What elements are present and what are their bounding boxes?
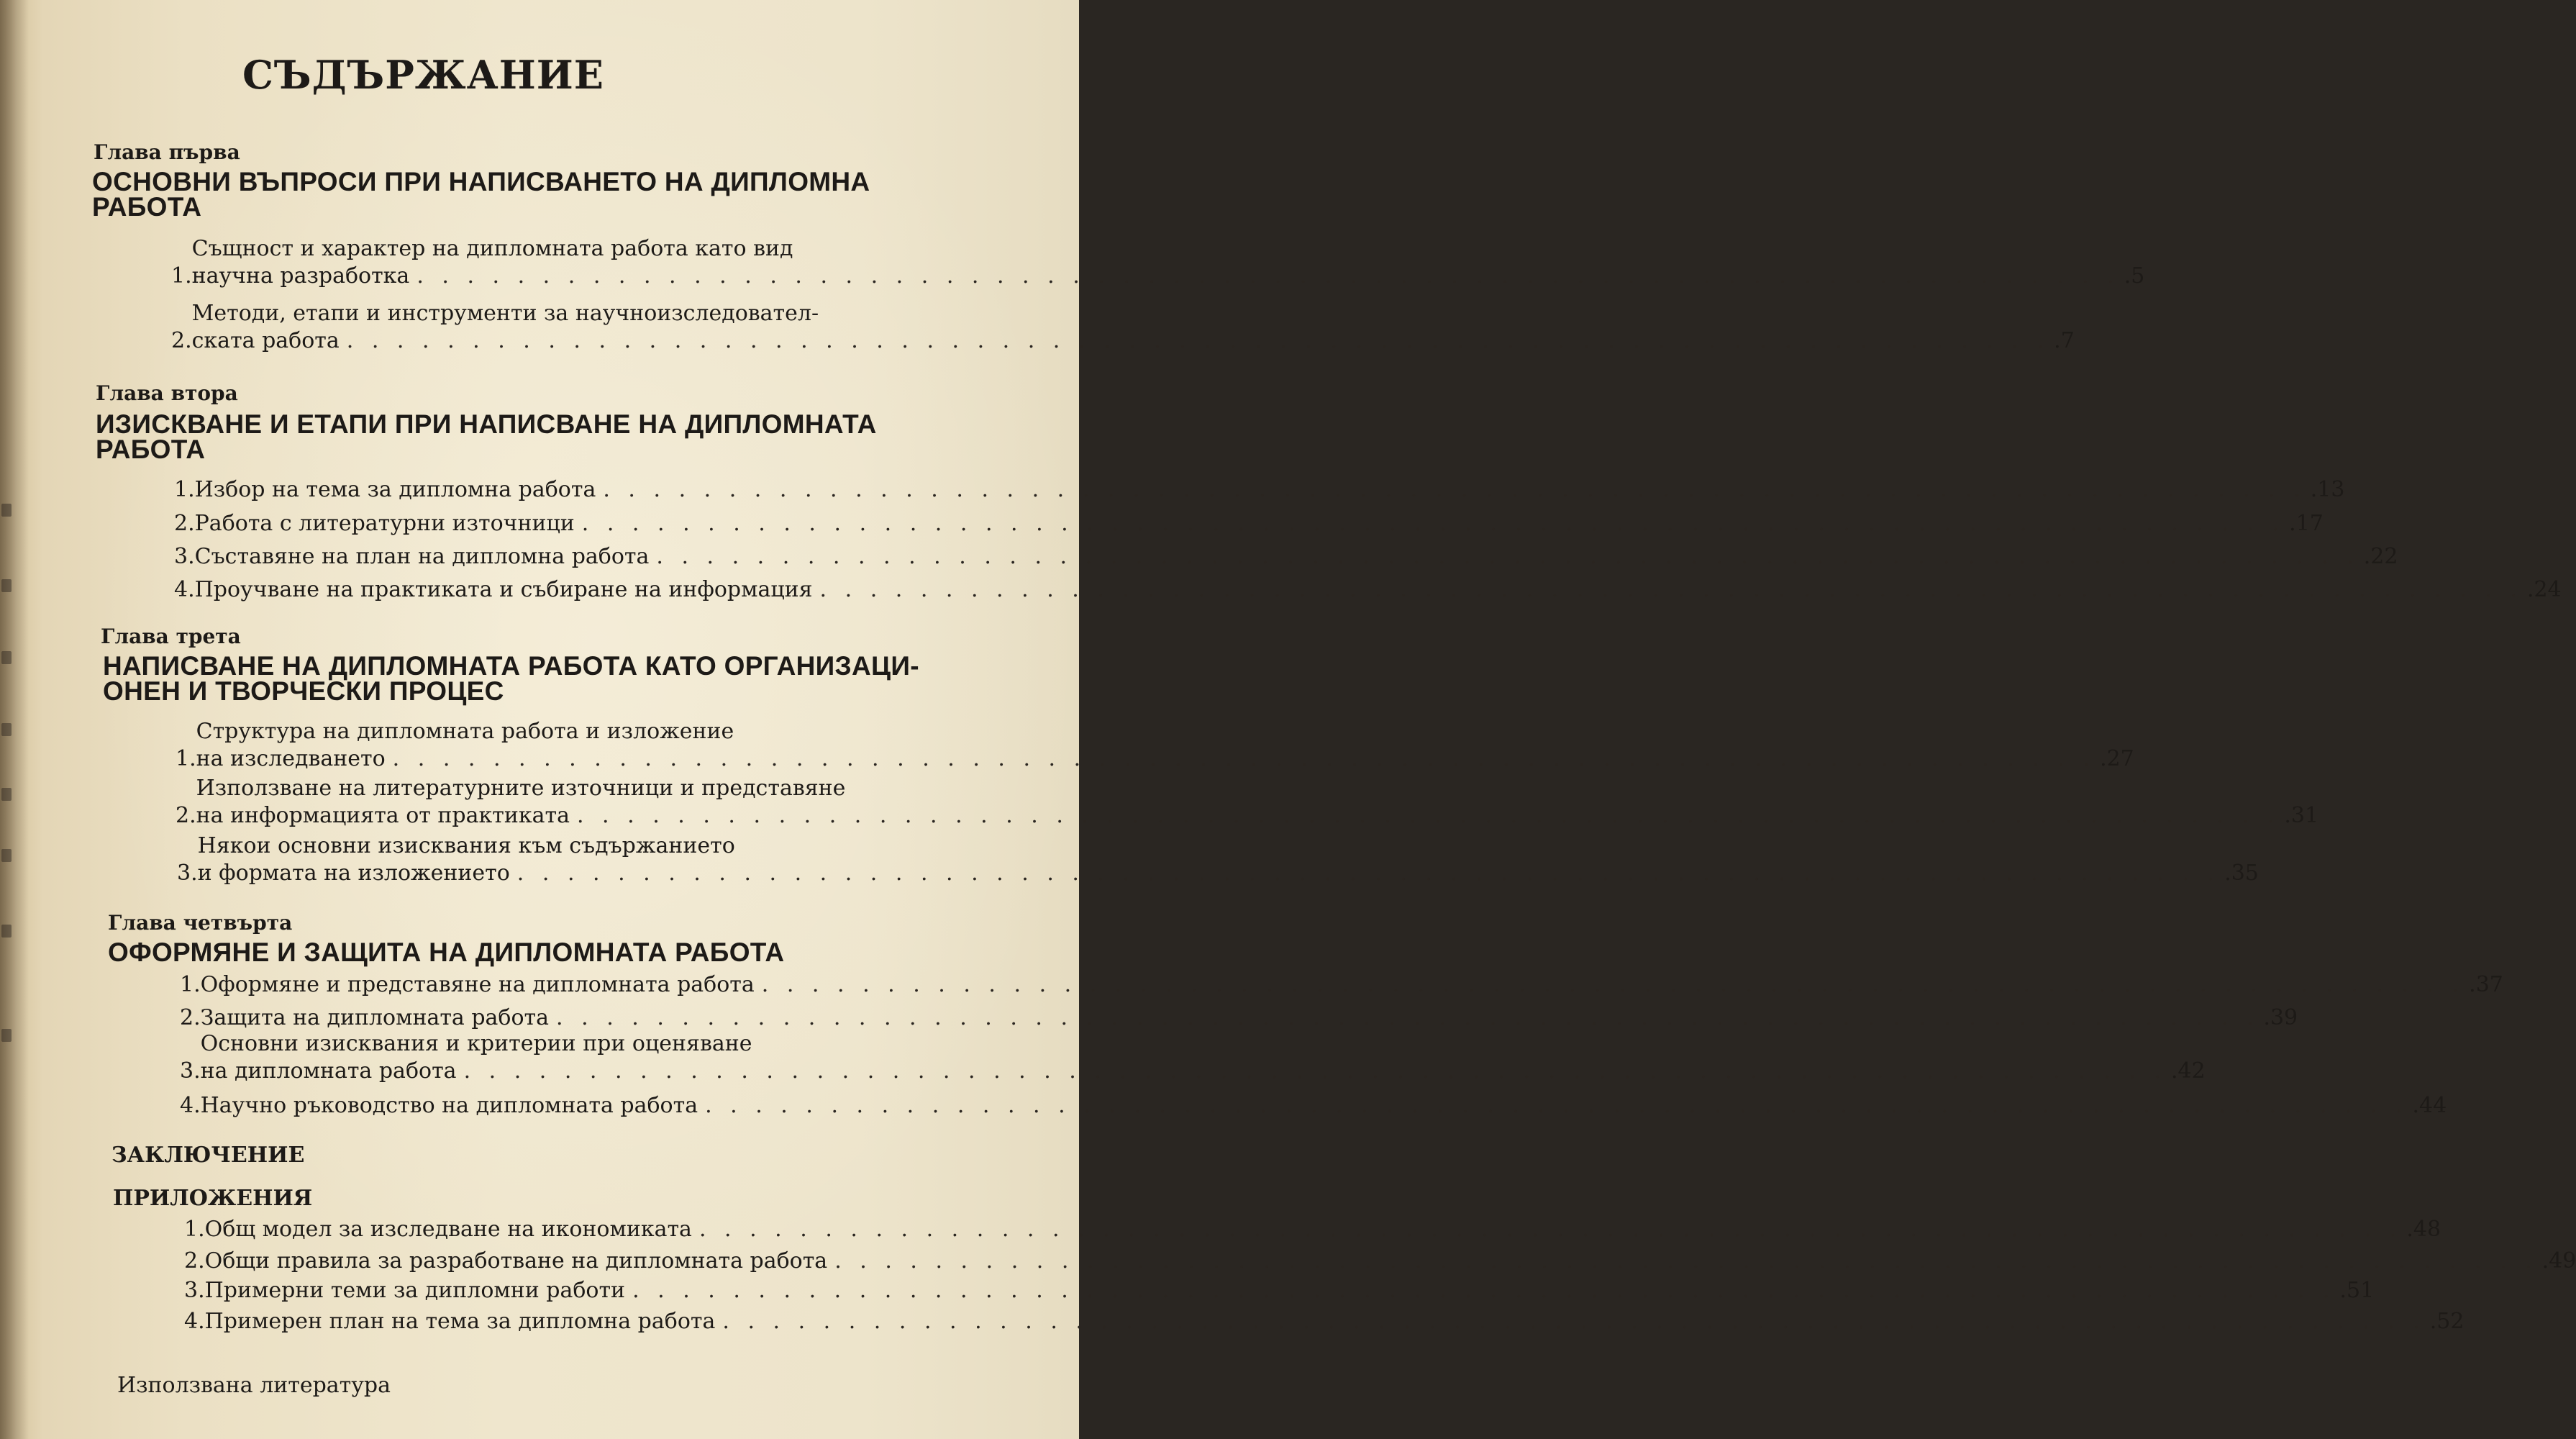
dot-leader [834, 1248, 2537, 1275]
entry-page-number: .24 [2526, 577, 2562, 602]
toc-entry[interactable] [180, 1004, 2298, 1032]
dot-leader [393, 745, 2095, 773]
entry-number: 2. [180, 1005, 201, 1030]
entry-number: 2. [184, 1248, 205, 1274]
bleed-through-mark [1, 723, 12, 736]
bleed-through-mark [1, 788, 12, 801]
entry-number: 4. [180, 1093, 201, 1118]
entry-number: 3. [184, 1278, 205, 1303]
entry-title: Примерни теми за дипломни работи [204, 1278, 626, 1303]
entry-title-continued: ската работа [191, 328, 340, 353]
toc-entry[interactable] [171, 300, 2075, 355]
chapter-title: НАПИСВАНЕ НА ДИПЛОМНАТА РАБОТА КАТО ОРГАНИЗАЦИ-ОНЕН И ТВОРЧЕСКИ ПРОЦЕС [103, 651, 919, 706]
entry-number: 3. [174, 544, 195, 569]
toc-entry[interactable] [184, 1308, 2465, 1335]
entry-title: Защита на дипломната работа [200, 1005, 550, 1030]
entry-number: 3. [177, 861, 198, 886]
page-gutter-shadow [0, 0, 29, 1439]
entry-number: 4. [184, 1309, 205, 1334]
entry-page-number: .22 [2363, 544, 2398, 569]
entry-page-number: .42 [2170, 1058, 2206, 1084]
entry-number: 1. [174, 477, 195, 502]
entry-number: 1. [184, 1217, 205, 1242]
chapter-label: Глава втора [96, 381, 238, 405]
dot-leader [705, 1092, 2408, 1120]
chapter-title: ОСНОВНИ ВЪПРОСИ ПРИ НАПИСВАНЕТО НА ДИПЛОМНА РАБОТА [92, 167, 870, 222]
toc-entry[interactable] [180, 1030, 2206, 1085]
entry-page-number: .48 [2406, 1217, 2441, 1242]
entry-title: Общ модел за изследване на икономиката [204, 1217, 692, 1242]
dot-leader [820, 576, 2523, 604]
entry-number: 2. [176, 803, 196, 828]
entry-number: 1. [180, 972, 201, 997]
entry-page-number: .27 [2100, 746, 2134, 771]
dot-leader [417, 263, 2119, 290]
toc-entry[interactable] [180, 1092, 2447, 1120]
entry-page-number: .37 [2469, 972, 2503, 997]
bleed-through-mark [1, 579, 12, 592]
entry-page-number: .51 [2339, 1278, 2375, 1303]
entry-title: Работа с литературни източници [194, 511, 575, 536]
entry-page-number: .44 [2412, 1093, 2447, 1118]
entry-title: Същност и характер на дипломната работа като вид [191, 236, 793, 261]
appendices-label[interactable]: ПРИЛОЖЕНИЯ [113, 1186, 313, 1211]
dot-leader [517, 860, 2220, 887]
chapter-label: Глава трета [101, 625, 241, 648]
bleed-through-mark [1, 1029, 12, 1042]
entry-page-number: .35 [2224, 861, 2259, 886]
bleed-through-mark [1, 504, 12, 517]
dot-leader [699, 1216, 2402, 1243]
toc-entry[interactable] [174, 543, 2398, 571]
dot-leader [577, 802, 2280, 830]
entry-title-continued: научна разработка [191, 263, 410, 289]
toc-entry[interactable] [176, 775, 2319, 830]
dot-leader [762, 971, 2465, 999]
toc-entry[interactable] [171, 235, 2145, 290]
entry-page-number: .7 [2054, 328, 2075, 353]
entry-title: Примерен план на тема за дипломна работа [204, 1309, 716, 1334]
dot-leader [464, 1058, 2167, 1085]
entry-title-continued: на информацията от практиката [196, 803, 570, 828]
entry-title: Научно ръководство на дипломната работа [200, 1093, 698, 1118]
entry-page-number: .17 [2289, 511, 2324, 536]
bleed-through-mark [1, 925, 12, 938]
chapter-title: ИЗИСКВАНЕ И ЕТАПИ ПРИ НАПИСВАНЕ НА ДИПЛОМНАТА РАБОТА [96, 409, 877, 464]
entry-page-number: .49 [2541, 1248, 2576, 1274]
toc-entry[interactable] [174, 476, 2345, 504]
entry-title: Съставяне на план на дипломна работа [194, 544, 650, 569]
toc-title: СЪДЪРЖАНИЕ [242, 52, 604, 98]
entry-page-number: .52 [2429, 1309, 2465, 1334]
entry-title: Проучване на практиката и събиране на информация [194, 577, 813, 602]
entry-number: 4. [174, 577, 195, 602]
entry-title: Използване на литературните източници и представяне [196, 776, 846, 801]
entry-page-number: .31 [2284, 803, 2319, 828]
entry-title-continued: и формата на изложението [197, 861, 510, 886]
entry-page-number: .39 [2263, 1005, 2298, 1030]
entry-title: Методи, етапи и инструменти за научноизследовател- [191, 301, 819, 326]
dot-leader [556, 1004, 2259, 1032]
conclusion-label[interactable]: ЗАКЛЮЧЕНИЕ [111, 1143, 305, 1168]
toc-entry[interactable] [180, 971, 2503, 999]
bleed-through-mark [1, 849, 12, 862]
chapter-label: Глава четвърта [108, 911, 293, 935]
chapter-label: Глава първа [94, 140, 240, 164]
toc-entry[interactable] [184, 1248, 2576, 1275]
bibliography-label[interactable]: Използвана литература [117, 1373, 391, 1398]
toc-entry[interactable] [176, 718, 2134, 773]
entry-page-number: .13 [2310, 477, 2345, 502]
toc-entry[interactable] [174, 510, 2324, 537]
chapter-title: ОФОРМЯНЕ И ЗАЩИТА НА ДИПЛОМНАТА РАБОТА [108, 938, 785, 967]
dot-leader [722, 1308, 2425, 1335]
entry-number: 3. [180, 1058, 201, 1084]
entry-title: Основни изисквания и критерии при оценяване [200, 1031, 752, 1056]
bleed-through-mark [1, 651, 12, 664]
entry-title: Избор на тема за дипломна работа [194, 477, 596, 502]
entry-page-number: .5 [2124, 263, 2145, 289]
dot-leader [656, 543, 2359, 571]
entry-title: Общи правила за разработване на дипломната работа [204, 1248, 828, 1274]
toc-entry[interactable] [174, 576, 2562, 604]
entry-number: 2. [174, 511, 195, 536]
entry-title: Някои основни изисквания към съдържанието [197, 833, 735, 858]
entry-title-continued: на изследването [196, 746, 386, 771]
dot-leader [632, 1277, 2335, 1304]
entry-title: Оформяне и представяне на дипломната работа [200, 972, 755, 997]
toc-entry[interactable] [184, 1277, 2375, 1304]
entry-title-continued: на дипломната работа [200, 1058, 457, 1084]
dot-leader [347, 327, 2049, 355]
dot-leader [603, 476, 2306, 504]
entry-number: 2. [171, 328, 192, 353]
dot-leader [582, 510, 2285, 537]
toc-entry[interactable] [184, 1216, 2441, 1243]
entry-title: Структура на дипломната работа и изложение [196, 719, 734, 744]
toc-entry[interactable] [177, 832, 2259, 887]
entry-number: 1. [176, 746, 196, 771]
entry-number: 1. [171, 263, 192, 289]
